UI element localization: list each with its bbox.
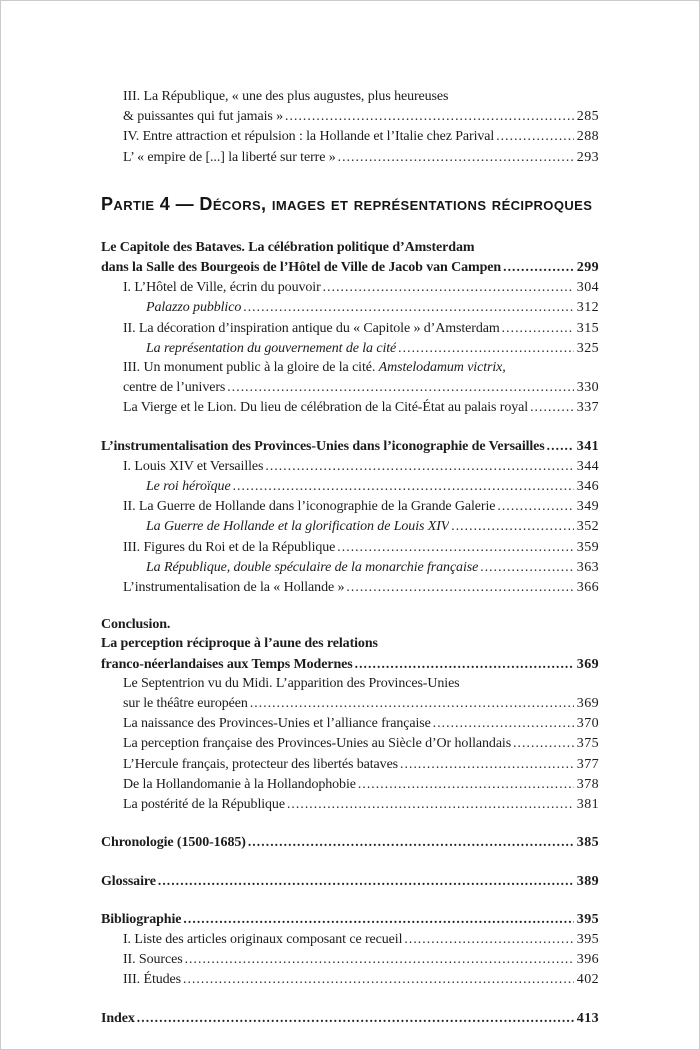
page-number: 389 <box>576 873 599 889</box>
toc-entry <box>146 476 599 496</box>
dotted-leader <box>285 106 574 126</box>
toc-line <box>101 909 599 929</box>
entry-label-text: II. La décoration d’inspiration antique du « Capitole » d’Amsterdam <box>123 320 500 336</box>
page-number: 293 <box>576 149 599 165</box>
toc-section <box>101 832 599 852</box>
entry-label-text: I. Liste des articles originaux composant ce recueil <box>123 931 403 947</box>
entry-label <box>101 634 378 653</box>
entry-label <box>123 87 448 106</box>
entry-label-text: & puissantes qui fut jamais » <box>123 109 284 125</box>
toc-entry <box>101 615 599 674</box>
page-number: 299 <box>576 260 599 276</box>
toc-entry <box>101 909 599 929</box>
entry-label-text: L’Hercule français, protecteur des libertés bataves <box>123 756 399 772</box>
dotted-leader <box>358 774 574 794</box>
page-number: 363 <box>576 559 599 575</box>
entry-label-text: II. La Guerre de Hollande dans l’iconographie de la Grande Galerie <box>123 499 496 515</box>
entry-label-text: La perception française des Provinces-Unies au Siècle d’Or hollandais <box>123 736 512 752</box>
entry-label <box>101 238 474 257</box>
dotted-leader <box>400 754 574 774</box>
entry-label-text: dans la Salle des Bourgeois de l’Hôtel de Ville de Jacob van Campen <box>101 260 502 276</box>
toc-entry <box>101 1008 599 1028</box>
toc-line <box>123 87 599 106</box>
toc-line <box>123 577 599 597</box>
toc-line <box>123 456 599 476</box>
entry-label <box>123 950 183 969</box>
toc-line <box>123 949 599 969</box>
toc-section <box>101 871 599 891</box>
toc-entry <box>123 674 599 713</box>
toc-line <box>146 338 599 358</box>
entry-label-text: Palazzo pubblico <box>146 300 242 316</box>
entry-label-text: I. Louis XIV et Versailles <box>123 458 264 474</box>
page-number: 352 <box>576 519 599 535</box>
toc-line <box>123 358 599 377</box>
toc-line <box>123 733 599 753</box>
entry-label-text: La Guerre de Hollande et la glorification de Louis XIV <box>146 519 450 535</box>
dotted-leader <box>502 318 574 338</box>
toc-line <box>123 277 599 297</box>
toc-entry <box>101 871 599 891</box>
entry-label <box>123 319 500 338</box>
entry-label <box>146 477 231 496</box>
toc-line <box>123 969 599 989</box>
dotted-leader <box>183 909 573 929</box>
toc-entry <box>123 358 599 397</box>
page-number: 402 <box>576 972 599 988</box>
toc-entry <box>146 297 599 317</box>
dotted-leader <box>404 929 573 949</box>
toc-line <box>123 397 599 417</box>
toc-entry <box>123 537 599 557</box>
toc-line <box>123 147 599 167</box>
entry-label <box>101 655 353 674</box>
dotted-leader <box>227 377 574 397</box>
dotted-leader <box>337 537 574 557</box>
toc-line <box>146 476 599 496</box>
entry-label <box>101 437 545 456</box>
entry-label-text: De la Hollandomanie à la Hollandophobie <box>123 776 356 792</box>
toc-entry <box>123 496 599 516</box>
toc-section <box>101 909 599 990</box>
page-number: 395 <box>576 911 599 927</box>
page-number: 346 <box>576 479 599 495</box>
dotted-leader <box>265 456 573 476</box>
page-number: 304 <box>576 280 599 296</box>
entry-label-text: centre de l’univers <box>123 380 226 396</box>
entry-label <box>123 775 356 794</box>
dotted-leader <box>497 496 573 516</box>
dotted-leader <box>355 654 574 674</box>
entry-label <box>123 538 335 557</box>
page-number: 375 <box>576 736 599 752</box>
page-number: 359 <box>576 539 599 555</box>
toc-section <box>101 87 599 167</box>
entry-label <box>123 714 431 733</box>
dotted-leader <box>243 297 574 317</box>
entry-label-text: Glossaire <box>101 873 156 889</box>
toc-line <box>123 713 599 733</box>
toc-line <box>123 794 599 814</box>
toc-entry <box>123 577 599 597</box>
entry-label <box>146 298 241 317</box>
dotted-leader <box>250 693 574 713</box>
dotted-leader <box>185 949 574 969</box>
entry-label-text: La perception réciproque à l’aune des relations <box>101 636 378 652</box>
entry-label <box>146 558 478 577</box>
toc-line <box>123 496 599 516</box>
toc-entry <box>101 832 599 852</box>
part-heading: Partie 4 — Décors, images et représentations réciproques <box>101 193 593 214</box>
toc-line <box>101 871 599 891</box>
toc-entry <box>123 147 599 167</box>
toc-entry <box>146 338 599 358</box>
entry-label-text: sur le théâtre européen <box>123 696 248 712</box>
entry-label <box>101 833 246 852</box>
entry-label <box>123 755 398 774</box>
entry-label-text: La Vierge et le Lion. Du lieu de célébration de la Cité-État au palais royal <box>123 400 529 416</box>
page-number: 285 <box>576 109 599 125</box>
page-number: 349 <box>576 499 599 515</box>
entry-label-text: III. La République, « une des plus augustes, plus heureuses <box>123 89 449 104</box>
entry-label <box>146 517 449 536</box>
toc-line <box>101 634 599 653</box>
toc-line <box>101 654 599 674</box>
toc-entry <box>123 126 599 146</box>
entry-label-text: La postérité de la République <box>123 797 285 813</box>
entry-label <box>123 497 495 516</box>
entry-label-italic: Amstelodamum victrix, <box>378 360 506 376</box>
page-number: 330 <box>576 380 599 396</box>
entry-label <box>123 694 248 713</box>
toc-line <box>123 693 599 713</box>
entry-label-text: IV. Entre attraction et répulsion : la Hollande et l’Italie chez Parival <box>123 129 495 145</box>
entry-label <box>123 457 263 476</box>
page-number: 341 <box>576 438 599 454</box>
dotted-leader <box>338 147 574 167</box>
toc-entry <box>123 969 599 989</box>
toc-line <box>101 615 599 634</box>
toc-entry <box>101 436 599 456</box>
page-number: 369 <box>576 696 599 712</box>
dotted-leader <box>183 969 574 989</box>
entry-label-text: III. Études <box>123 972 181 988</box>
page-number: 396 <box>576 952 599 968</box>
entry-label <box>123 278 321 297</box>
toc-entry <box>123 774 599 794</box>
entry-label-text: La représentation du gouvernement de la cité <box>146 340 397 356</box>
dotted-leader <box>137 1008 574 1028</box>
entry-label-text: Le Septentrion vu du Midi. L’apparition des Provinces-Unies <box>123 675 460 691</box>
page-number: 312 <box>576 300 599 316</box>
toc-entry <box>123 754 599 774</box>
toc-entry <box>123 929 599 949</box>
dotted-leader <box>323 277 574 297</box>
toc-entry <box>123 87 599 126</box>
page-number: 385 <box>576 835 599 851</box>
toc-entry <box>146 557 599 577</box>
entry-label-text: L’ « empire de [...] la liberté sur terre » <box>123 149 336 165</box>
entry-label <box>123 795 285 814</box>
page-number: 366 <box>576 580 599 596</box>
toc-entry <box>123 397 599 417</box>
entry-label <box>123 127 494 146</box>
page-number: 395 <box>576 931 599 947</box>
page-number: 315 <box>576 320 599 336</box>
entry-label-text: L’instrumentalisation de la « Hollande » <box>123 580 345 596</box>
toc-entry <box>123 318 599 338</box>
toc-entry <box>123 949 599 969</box>
entry-label-text: Le roi héroïque <box>146 479 231 495</box>
entry-label-text: La République, double spéculaire de la monarchie française <box>146 559 479 575</box>
toc-entry <box>123 456 599 476</box>
toc-line <box>123 126 599 146</box>
entry-label <box>101 258 501 277</box>
page-number: 344 <box>576 458 599 474</box>
entry-label-text: II. Sources <box>123 952 183 968</box>
toc-line <box>123 754 599 774</box>
toc-entry <box>123 794 599 814</box>
entry-label <box>123 930 402 949</box>
page-number: 337 <box>576 400 599 416</box>
entry-label-text: franco-néerlandaises aux Temps Modernes <box>101 656 353 672</box>
entry-label <box>123 398 528 417</box>
toc-entry <box>123 277 599 297</box>
dotted-leader <box>503 257 574 277</box>
entry-label <box>123 378 225 397</box>
dotted-leader <box>398 338 574 358</box>
entry-label <box>123 578 344 597</box>
toc-line <box>123 377 599 397</box>
entry-label-text: Conclusion. <box>101 617 171 633</box>
dotted-leader <box>248 832 574 852</box>
page-number: 325 <box>576 340 599 356</box>
entry-label <box>101 1009 135 1028</box>
page-number: 377 <box>576 756 599 772</box>
toc-entry <box>146 516 599 536</box>
entry-label-text: Chronologie (1500-1685) <box>101 835 246 851</box>
entry-label <box>123 148 336 167</box>
toc-entry <box>123 713 599 733</box>
toc-line <box>123 929 599 949</box>
toc-entry <box>101 238 599 277</box>
dotted-leader <box>158 871 574 891</box>
entry-label <box>101 910 181 929</box>
toc-line <box>123 106 599 126</box>
entry-label-text: Index <box>101 1010 135 1026</box>
toc-line <box>123 537 599 557</box>
entry-label-text: I. L’Hôtel de Ville, écrin du pouvoir <box>123 280 321 296</box>
entry-label <box>101 872 156 891</box>
toc-line <box>101 1008 599 1028</box>
table-of-contents <box>101 87 599 1028</box>
toc-line <box>101 436 599 456</box>
toc-line <box>101 257 599 277</box>
toc-line <box>101 238 599 257</box>
entry-label <box>123 970 181 989</box>
entry-label-text: Bibliographie <box>101 911 182 927</box>
toc-line <box>123 774 599 794</box>
dotted-leader <box>346 577 573 597</box>
entry-label <box>101 615 170 634</box>
page-number: 378 <box>576 776 599 792</box>
entry-label <box>146 339 396 358</box>
toc-section <box>101 1008 599 1028</box>
toc-entry <box>123 733 599 753</box>
toc-line <box>146 516 599 536</box>
page-number: 381 <box>576 797 599 813</box>
toc-line <box>123 674 599 693</box>
entry-label-text: Le Capitole des Bataves. La célébration politique d’Amsterdam <box>101 239 475 255</box>
dotted-leader <box>233 476 574 496</box>
page-number: 288 <box>576 129 599 145</box>
dotted-leader <box>530 397 574 417</box>
toc-line <box>123 318 599 338</box>
dotted-leader <box>496 126 574 146</box>
dotted-leader <box>433 713 574 733</box>
dotted-leader <box>287 794 574 814</box>
entry-label <box>123 734 511 753</box>
dotted-leader <box>480 557 574 577</box>
entry-label-text: L’instrumentalisation des Provinces-Unies dans l’iconographie de Versailles <box>101 438 545 454</box>
entry-label <box>123 107 283 126</box>
toc-line <box>146 557 599 577</box>
dotted-leader <box>547 436 574 456</box>
toc-section <box>101 238 599 418</box>
entry-label-text: La naissance des Provinces-Unies et l’alliance française <box>123 716 431 732</box>
entry-label-text: III. Un monument public à la gloire de la cité. <box>123 360 379 376</box>
page-number: 413 <box>576 1010 599 1026</box>
toc-line <box>146 297 599 317</box>
entry-label <box>123 358 506 377</box>
toc-section <box>101 436 599 598</box>
entry-label <box>123 674 460 693</box>
dotted-leader <box>451 516 574 536</box>
dotted-leader <box>513 733 574 753</box>
entry-label-text: III. Figures du Roi et de la République <box>123 539 336 555</box>
page-number: 370 <box>576 716 599 732</box>
toc-line <box>101 832 599 852</box>
toc-section <box>101 615 599 814</box>
page-number: 369 <box>576 656 599 672</box>
